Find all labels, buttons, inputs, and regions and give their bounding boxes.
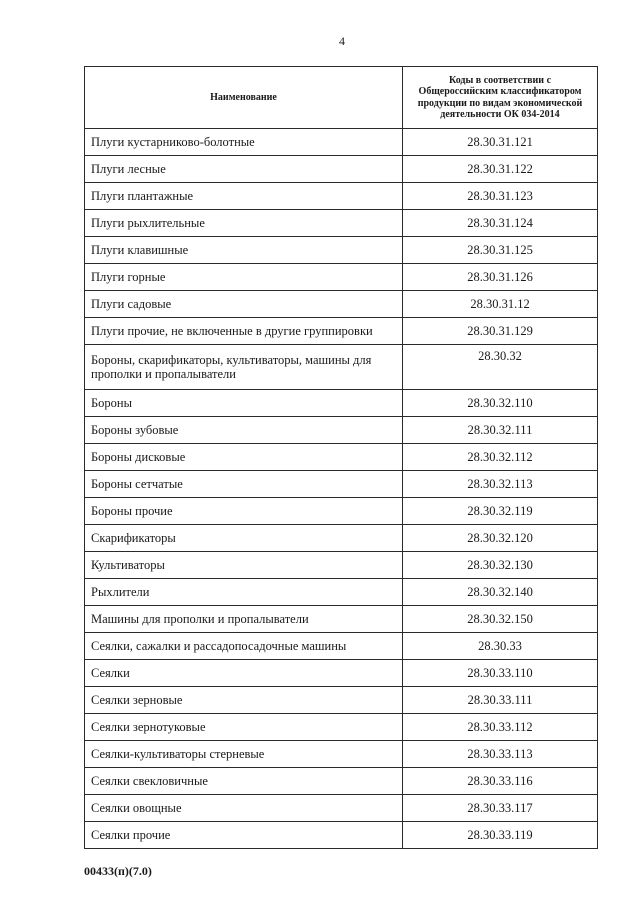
row-code: 28.30.32.119	[403, 498, 598, 525]
row-code: 28.30.31.123	[403, 183, 598, 210]
table-row	[85, 444, 598, 471]
row-code: 28.30.33.112	[403, 714, 598, 741]
row-code: 28.30.31.129	[403, 318, 598, 345]
row-code: 28.30.32.120	[403, 525, 598, 552]
row-name: Сеялки свекловичные	[85, 768, 403, 795]
table-row	[85, 498, 598, 525]
header-code: Коды в соответствии с Общероссийским классификатором продукции по видам экономической деятельности ОК 034-2014	[403, 67, 598, 129]
table-row	[85, 345, 598, 390]
table-row	[85, 237, 598, 264]
row-code: 28.30.33.111	[403, 687, 598, 714]
row-name: Плуги клавишные	[85, 237, 403, 264]
table-row	[85, 525, 598, 552]
table-row	[85, 390, 598, 417]
row-code: 28.30.33.119	[403, 822, 598, 849]
row-code: 28.30.31.126	[403, 264, 598, 291]
table-row	[85, 417, 598, 444]
row-name: Плуги кустарниково-болотные	[85, 129, 403, 156]
row-code: 28.30.32.112	[403, 444, 598, 471]
row-name: Скарификаторы	[85, 525, 403, 552]
row-name: Сеялки-культиваторы стерневые	[85, 741, 403, 768]
table-row	[85, 156, 598, 183]
row-name: Плуги лесные	[85, 156, 403, 183]
table-row	[85, 552, 598, 579]
row-name: Бороны прочие	[85, 498, 403, 525]
table-row	[85, 822, 598, 849]
table-row	[85, 264, 598, 291]
row-name: Плуги садовые	[85, 291, 403, 318]
row-name: Бороны сетчатые	[85, 471, 403, 498]
row-code: 28.30.33	[403, 633, 598, 660]
row-code: 28.30.31.12	[403, 291, 598, 318]
row-code: 28.30.31.125	[403, 237, 598, 264]
row-code: 28.30.32.113	[403, 471, 598, 498]
row-code: 28.30.32.150	[403, 606, 598, 633]
row-code: 28.30.33.113	[403, 741, 598, 768]
row-code: 28.30.31.121	[403, 129, 598, 156]
table-row	[85, 579, 598, 606]
row-code: 28.30.32.110	[403, 390, 598, 417]
row-name: Плуги рыхлительные	[85, 210, 403, 237]
row-name: Бороны, скарификаторы, культиваторы, машины для прополки и пропалыватели	[85, 345, 403, 390]
table-row	[85, 129, 598, 156]
row-name: Бороны	[85, 390, 403, 417]
table-row	[85, 795, 598, 822]
row-code: 28.30.33.110	[403, 660, 598, 687]
row-name: Сеялки зернотуковые	[85, 714, 403, 741]
table-row	[85, 318, 598, 345]
row-name: Сеялки овощные	[85, 795, 403, 822]
header-name: Наименование	[85, 67, 403, 129]
table-row	[85, 471, 598, 498]
row-name: Бороны зубовые	[85, 417, 403, 444]
table-row	[85, 687, 598, 714]
row-name: Плуги прочие, не включенные в другие группировки	[85, 318, 403, 345]
table-row	[85, 183, 598, 210]
row-name: Плуги плантажные	[85, 183, 403, 210]
row-name: Плуги горные	[85, 264, 403, 291]
table-row	[85, 660, 598, 687]
row-name: Машины для прополки и пропалыватели	[85, 606, 403, 633]
table-row	[85, 741, 598, 768]
row-name: Рыхлители	[85, 579, 403, 606]
table-row	[85, 714, 598, 741]
row-name: Сеялки зерновые	[85, 687, 403, 714]
row-name: Культиваторы	[85, 552, 403, 579]
row-code: 28.30.31.122	[403, 156, 598, 183]
row-name: Сеялки, сажалки и рассадопосадочные машины	[85, 633, 403, 660]
row-code: 28.30.32.111	[403, 417, 598, 444]
page-number: 4	[339, 34, 345, 48]
row-name: Сеялки прочие	[85, 822, 403, 849]
row-code: 28.30.33.116	[403, 768, 598, 795]
table-row	[85, 606, 598, 633]
row-name: Бороны дисковые	[85, 444, 403, 471]
table-header-row	[85, 67, 598, 129]
document-footer-code: 00433(п)(7.0)	[84, 864, 152, 878]
table-row	[85, 768, 598, 795]
row-code: 28.30.33.117	[403, 795, 598, 822]
row-code: 28.30.32.130	[403, 552, 598, 579]
row-code: 28.30.32.140	[403, 579, 598, 606]
row-code: 28.30.31.124	[403, 210, 598, 237]
classifier-table	[84, 66, 598, 849]
table-row	[85, 633, 598, 660]
table-row	[85, 210, 598, 237]
table-row	[85, 291, 598, 318]
row-name: Сеялки	[85, 660, 403, 687]
row-code: 28.30.32	[403, 345, 598, 390]
